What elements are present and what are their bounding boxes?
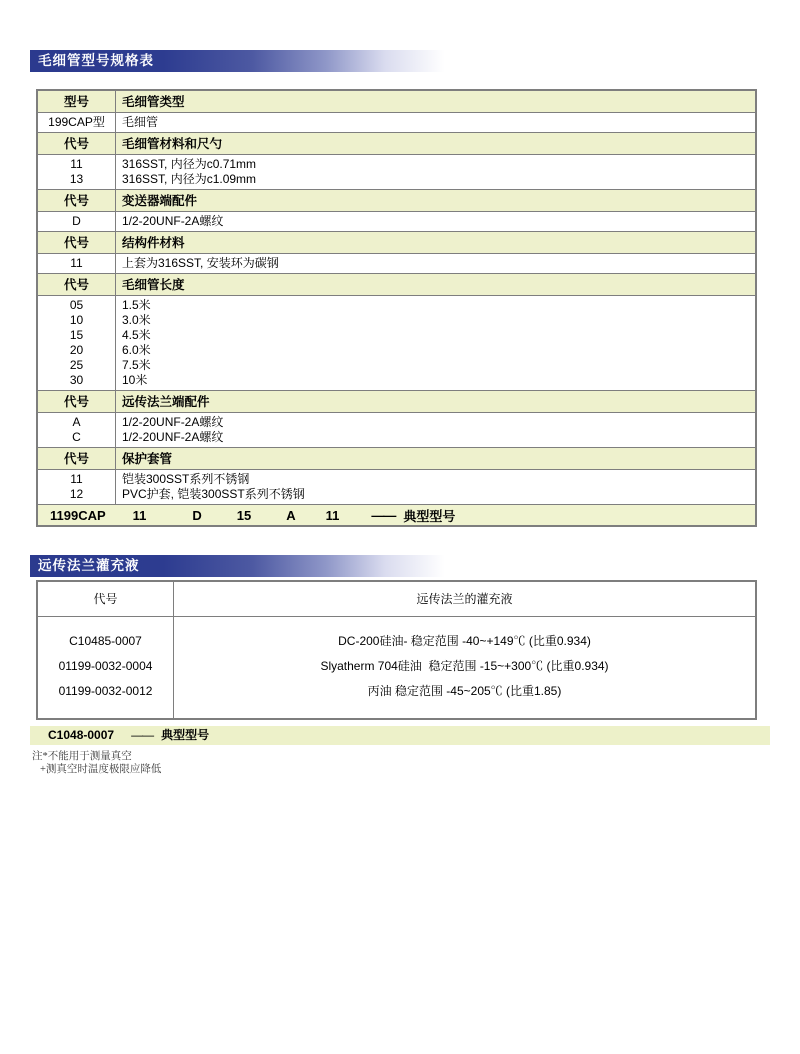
header-desc-cell: 毛细管类型	[122, 95, 185, 109]
typical-model-example-bar	[30, 726, 770, 745]
table-content-row	[38, 211, 755, 231]
model-code: 15	[236, 507, 252, 523]
typical-model-example-row	[38, 504, 755, 525]
header-code-cell: 代号	[38, 232, 116, 253]
table-content-row	[38, 617, 755, 718]
model-code: D	[192, 507, 202, 523]
model-code: 11	[132, 507, 147, 523]
table-header-row	[38, 91, 755, 112]
code-cell: C10485-0007 01199-0032-0004 01199-0032-0012	[38, 617, 174, 718]
header-desc-cell: 远传法兰的灌充液	[416, 592, 513, 606]
code-cell: 11 13	[38, 155, 116, 189]
typical-model-label: 典型型号	[403, 508, 456, 524]
footnote-line: 注*不能用于测量真空	[32, 751, 132, 762]
footnotes	[32, 750, 800, 776]
header-desc-cell: 远传法兰端配件	[122, 395, 210, 409]
table-content-row	[38, 295, 755, 390]
header-code-cell: 代号	[38, 274, 116, 295]
table-content-row	[38, 469, 755, 504]
header-code-cell: 代号	[38, 448, 116, 469]
table-header-row	[38, 582, 755, 617]
header-code-cell: 代号	[38, 190, 116, 211]
section-title-text: 毛细管型号规格表	[38, 53, 154, 68]
model-number: C1048-0007	[48, 728, 115, 742]
desc-cell: 1.5米 3.0米 4.5米 6.0米 7.5米 10米	[122, 298, 151, 387]
code-cell: 11	[38, 254, 116, 273]
desc-cell: 1/2-20UNF-2A螺纹	[122, 214, 224, 228]
table-header-row	[38, 231, 755, 253]
section-title-text: 远传法兰灌充液	[38, 558, 140, 573]
desc-cell: 316SST, 内径为c0.71mm 316SST, 内径为c1.09mm	[122, 157, 257, 186]
code-cell: A C	[38, 413, 116, 447]
desc-cell: 毛细管	[122, 115, 159, 129]
fill-liquid-table	[36, 580, 757, 720]
table-header-row	[38, 132, 755, 154]
header-desc-cell: 毛细管长度	[122, 278, 185, 292]
table-header-row	[38, 273, 755, 295]
dash-line: ——	[371, 507, 396, 523]
header-code-cell: 代号	[38, 582, 174, 616]
code-cell: 199CAP型	[38, 113, 116, 132]
code-cell: 05 10 15 20 25 30	[38, 296, 116, 390]
model-number: 1199CAP	[50, 507, 106, 523]
header-code-cell: 代号	[38, 133, 116, 154]
header-desc-cell: 毛细管材料和尺勺	[122, 137, 223, 151]
header-desc-cell: 结构件材料	[122, 236, 185, 250]
header-code-cell: 型号	[38, 91, 116, 112]
table-content-row	[38, 154, 755, 189]
dash-line: ——	[131, 728, 154, 742]
code-cell: 11 12	[38, 470, 116, 504]
header-desc-cell: 保护套管	[122, 452, 173, 466]
table-content-row	[38, 253, 755, 273]
desc-cell: DC-200硅油- 稳定范围 -40~+149℃ (比重0.934) Slyatherm 704硅油 稳定范围 -15~+300℃ (比重0.934) 丙油 稳定范围 -45~205℃ (比重1.85)	[320, 634, 609, 698]
desc-cell: 铠装300SST系列不锈钢 PVC护套, 铠装300SST系列不锈钢	[122, 472, 305, 501]
table-content-row	[38, 112, 755, 132]
footnote-line: +测真空时温度极限应降低	[40, 764, 162, 775]
model-code: 11	[325, 507, 340, 523]
capillary-spec-table	[36, 89, 757, 527]
header-code-cell: 代号	[38, 391, 116, 412]
table-content-row	[38, 412, 755, 447]
section-title-capillary-spec	[30, 50, 770, 72]
section-title-fill-liquid	[30, 555, 770, 577]
header-desc-cell: 变送器端配件	[122, 194, 198, 208]
desc-cell: 上套为316SST, 安装环为碳钢	[122, 256, 279, 270]
code-cell: D	[38, 212, 116, 231]
table-header-row	[38, 189, 755, 211]
typical-model-label: 典型型号	[161, 728, 210, 742]
table-header-row	[38, 390, 755, 412]
desc-cell: 1/2-20UNF-2A螺纹 1/2-20UNF-2A螺纹	[122, 415, 224, 444]
model-code: A	[286, 507, 296, 523]
table-header-row	[38, 447, 755, 469]
